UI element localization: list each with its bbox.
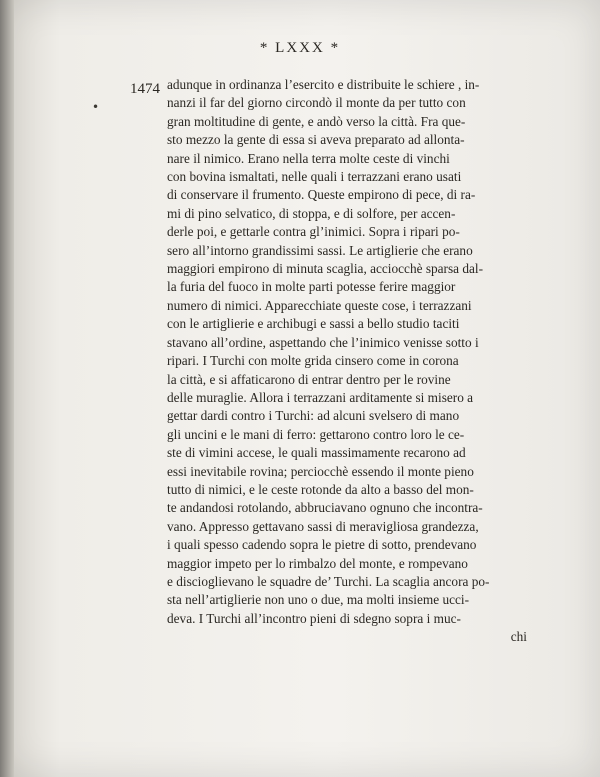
text-line: vano. Appresso gettavano sassi di meravigliosa grandezza, <box>167 518 479 534</box>
text-line: nare il nimico. Erano nella terra molte ceste di vinchi <box>167 150 450 166</box>
margin-mark: • <box>92 100 100 114</box>
text-line: delle muraglie. Allora i terrazzani arditamente si misero a <box>167 389 474 405</box>
text-line: gli uncini e le mani di ferro: gettarono contro loro le ce- <box>167 426 465 442</box>
text-line: la città, e si affaticarono di entrar dentro per le rovine <box>167 371 451 387</box>
text-line: tutto di nimici, e le ceste rotonde da alto a basso del mon- <box>167 481 474 497</box>
text-line: gettar dardi contro i Turchi: ad alcuni svelsero di mano <box>167 408 460 424</box>
margin-year: 1474 <box>130 81 160 97</box>
text-line: sta nell’artiglierie non uno o due, ma molti insieme ucci- <box>167 592 470 608</box>
text-line: essi inevitabile rovina; perciocchè essendo il monte pieno <box>167 463 474 479</box>
text-line: di conservare il frumento. Queste empirono di pece, di ra- <box>167 187 476 203</box>
text-line: te andandosi rotolando, abbruciavano ognuno che incontra- <box>167 500 483 516</box>
text-line: maggior impeto per lo rimbalzo del monte, e rompevano <box>167 555 468 571</box>
text-line: con le artiglierie e archibugi e sassi a bello studio taciti <box>167 316 460 332</box>
page-number-header: * LXXX * <box>259 40 341 56</box>
binding-gutter <box>0 0 14 777</box>
text-line: mi di pino selvatico, di stoppa, e di solfore, per accen- <box>167 205 456 221</box>
catchword: chi <box>510 629 527 645</box>
text-line: numero di nimici. Apparecchiate queste cose, i terrazzani <box>167 297 472 313</box>
body-text <box>167 76 527 647</box>
text-line: ripari. I Turchi con molte grida cinsero come in corona <box>167 353 459 369</box>
text-line: i quali spesso cadendo sopra le pietre di sotto, prendevano <box>167 537 477 553</box>
text-line: nanzi il far del giorno circondò il monte da per tutto con <box>167 95 466 111</box>
text-line: maggiori empirono di minuta scaglia, acciocchè sparsa dal- <box>167 261 484 277</box>
text-line: sero all’intorno grandissimi sassi. Le artiglierie che erano <box>167 242 473 258</box>
text-line: ste di vimini accese, le quali massimamente recarono ad <box>167 445 466 461</box>
text-line: adunque in ordinanza l’esercito e distribuite le schiere , in- <box>167 77 480 92</box>
text-line: gran moltitudine di gente, e andò verso la città. Fra que- <box>167 113 466 129</box>
text-line: deva. I Turchi all’incontro pieni di sdegno sopra i muc- <box>167 610 461 626</box>
text-line: derle poi, e gettarle contra gl’inimici. Sopra i ripari po- <box>167 224 460 240</box>
text-line: con bovina ismaltati, nelle quali i terrazzani erano usati <box>167 169 462 185</box>
text-line: stavano all’ordine, aspettando che l’inimico venisse sotto i <box>167 334 479 350</box>
text-line: la furia del fuoco in molte parti potesse ferire maggior <box>167 279 456 295</box>
text-line: sto mezzo la gente di essa si aveva preparato ad allonta- <box>167 132 465 148</box>
text-line: e discioglievano le squadre de’ Turchi. La scaglia ancora po- <box>167 573 490 589</box>
